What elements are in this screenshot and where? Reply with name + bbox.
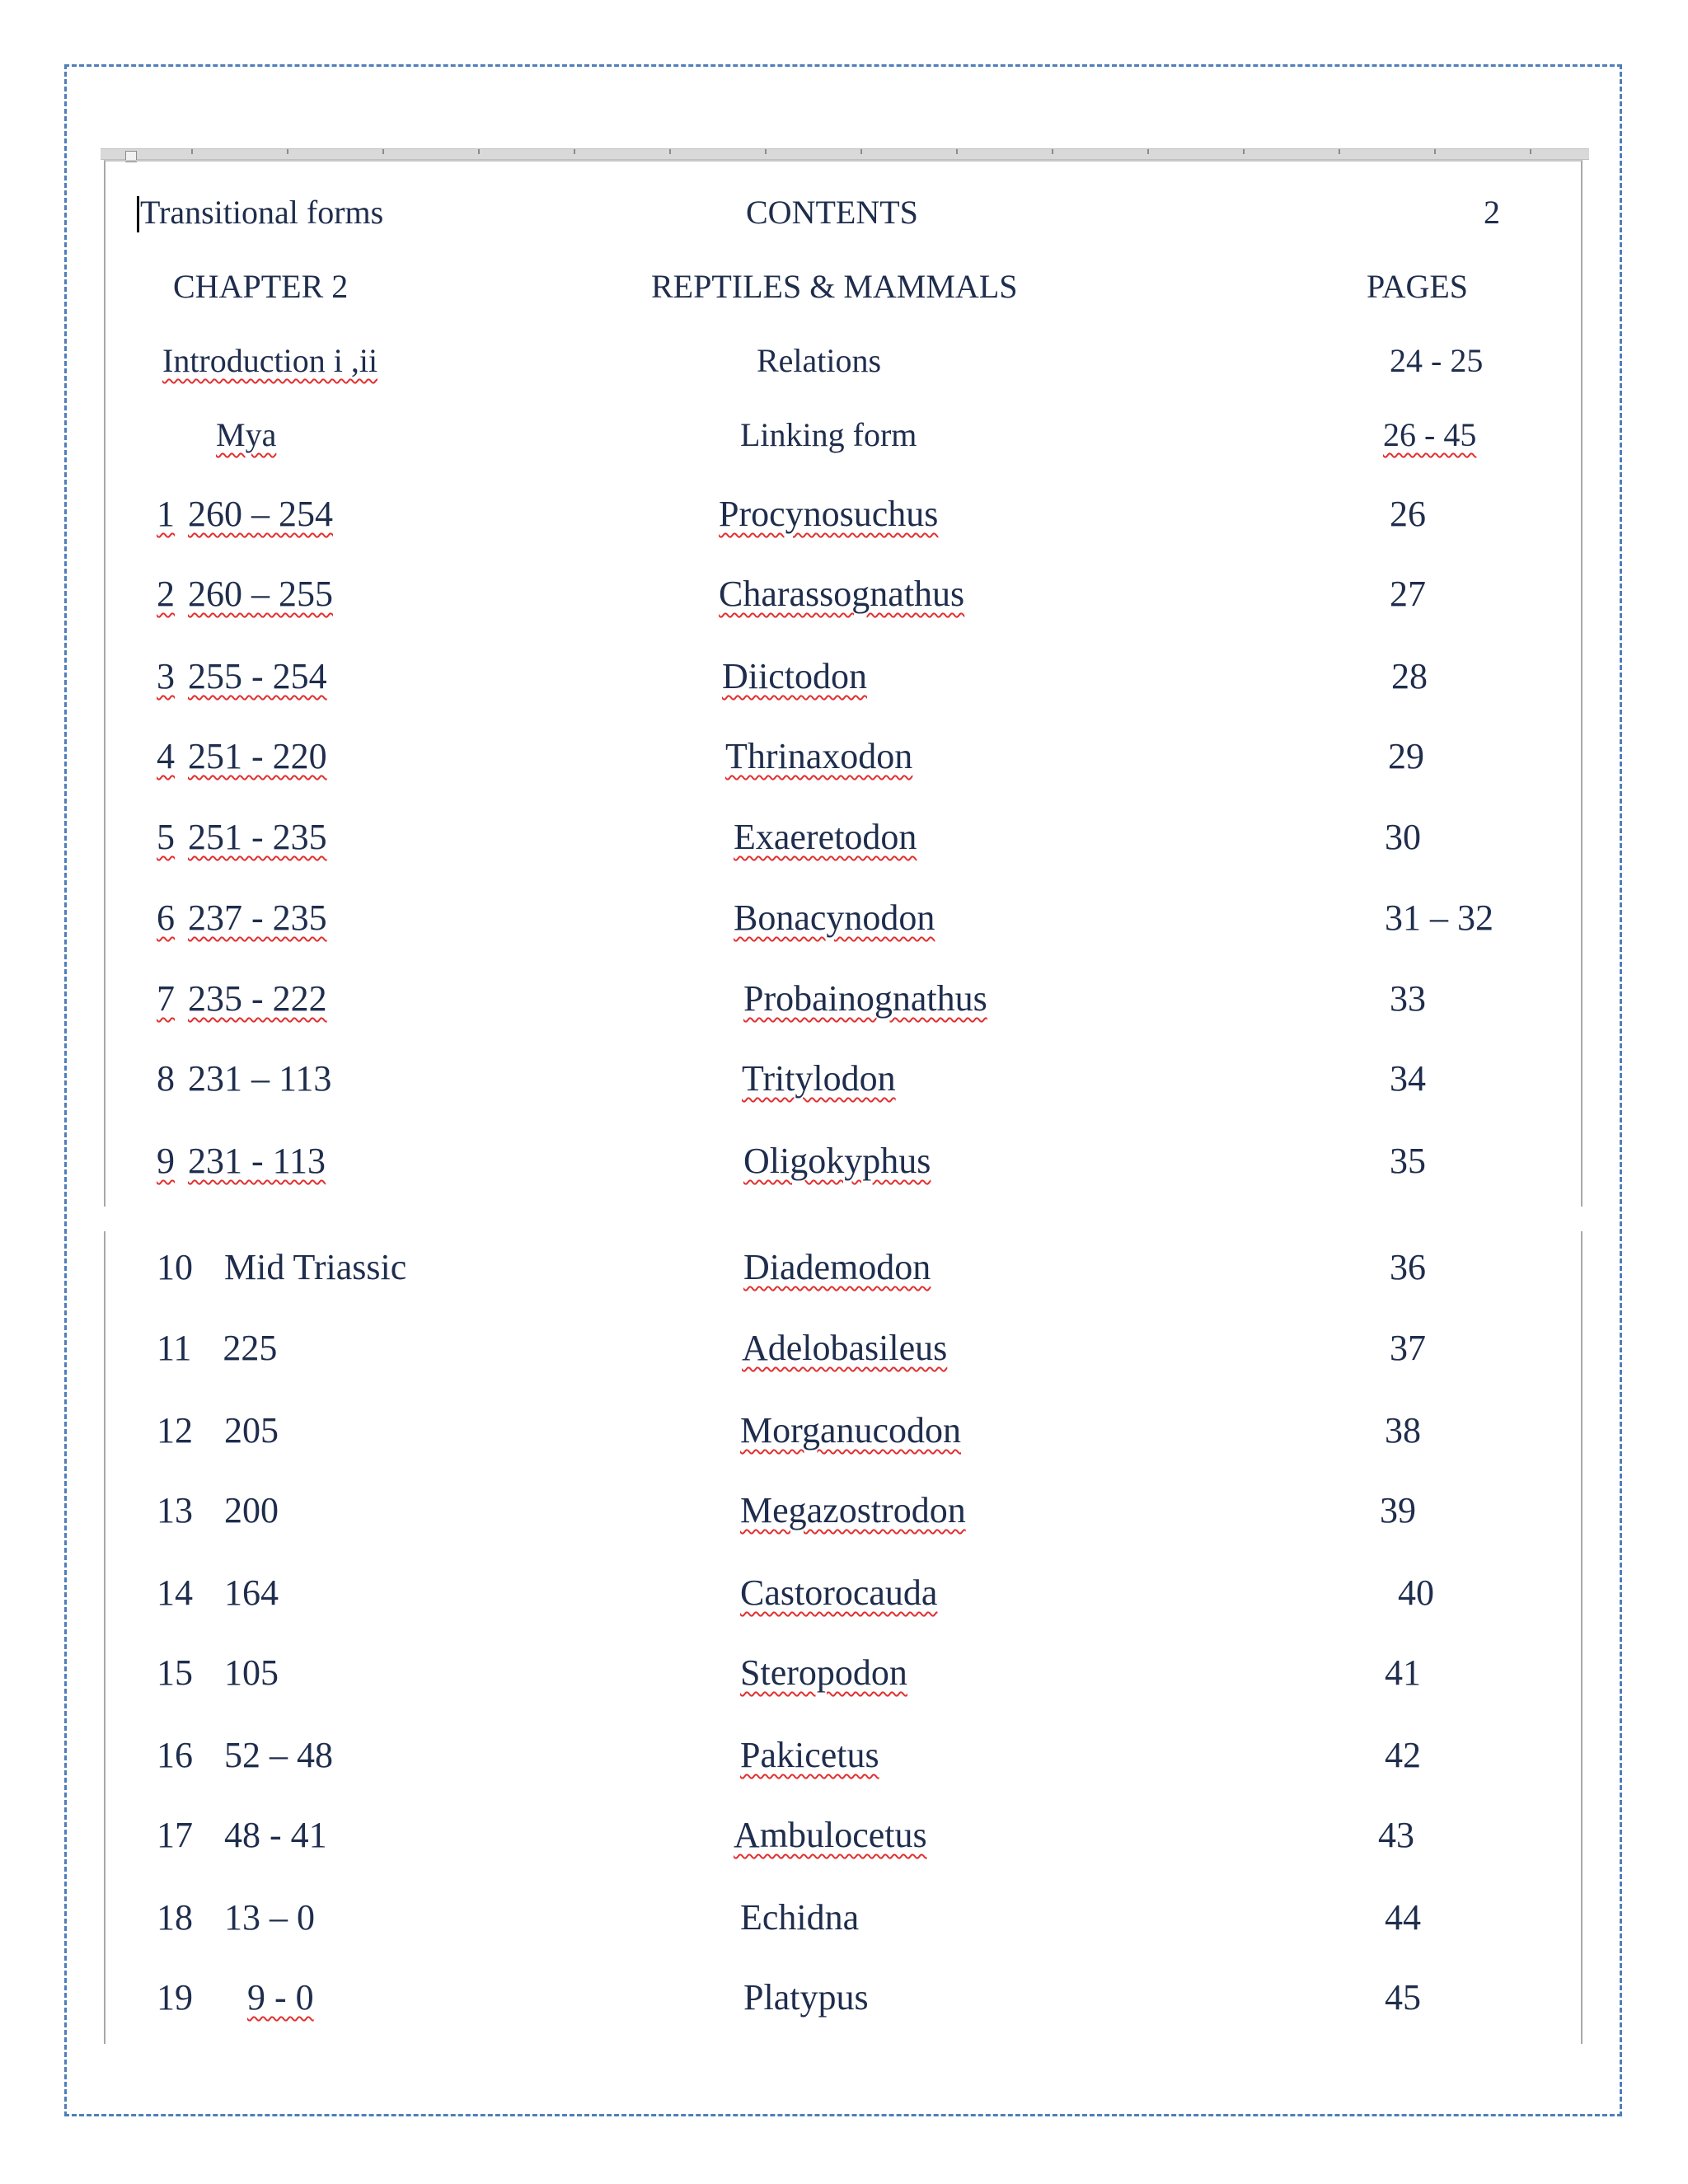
entry-number: 16 <box>157 1735 193 1775</box>
entry-linking-form <box>719 493 938 535</box>
entry-linking-form-text: Steropodon <box>740 1652 907 1693</box>
entry-range: 251 - 235 <box>188 817 327 857</box>
entry-linking-form <box>742 1057 896 1099</box>
entry-range: 13 – 0 <box>224 1897 315 1938</box>
entry-range: 9 - 0 <box>247 1977 314 2018</box>
ruler-tick <box>1530 149 1531 154</box>
entry-number: 19 <box>157 1977 193 2018</box>
entry-linking-form <box>734 1814 927 1856</box>
entry-linking-form-text: Tritylodon <box>742 1058 896 1099</box>
intro-label <box>162 341 377 380</box>
ruler-tick <box>765 149 767 154</box>
entry-mya <box>157 1572 279 1614</box>
entry-linking-form-text: Diictodon <box>722 656 867 696</box>
entry-range: 251 - 220 <box>188 736 327 776</box>
entry-linking-form <box>740 1896 859 1938</box>
entry-linking-form-text: Thrinaxodon <box>725 736 913 776</box>
entry-number: 8 <box>157 1058 175 1099</box>
entry-range: 231 – 113 <box>188 1058 332 1099</box>
entry-page: 40 <box>1398 1572 1434 1613</box>
ruler-tick <box>956 149 958 154</box>
mya-heading <box>216 415 276 454</box>
entry-page: 30 <box>1385 817 1421 857</box>
ruler-tick <box>191 149 193 154</box>
entry-range: 48 - 41 <box>224 1815 327 1855</box>
entry-mya <box>157 1246 406 1288</box>
entry-range: 260 – 255 <box>188 574 333 614</box>
entry-mya <box>157 655 327 697</box>
ruler-tick <box>287 149 288 154</box>
entry-number: 13 <box>157 1490 193 1530</box>
entry-linking-form-text: Probainognathus <box>743 978 987 1019</box>
text-cursor <box>137 196 139 232</box>
entry-linking-form-text: Charassognathus <box>719 574 965 614</box>
entry-number: 17 <box>157 1815 193 1855</box>
entry-number: 7 <box>157 978 175 1019</box>
entry-number: 18 <box>157 1897 193 1938</box>
entry-mya <box>157 1489 279 1531</box>
entry-mya <box>157 816 327 858</box>
entry-page: 36 <box>1390 1247 1426 1287</box>
entry-number: 6 <box>157 898 175 938</box>
entry-number: 12 <box>157 1410 193 1451</box>
contents-heading: CONTENTS <box>746 194 918 231</box>
ruler-tick <box>478 149 480 154</box>
entry-mya <box>157 897 327 939</box>
entry-range: 200 <box>224 1490 279 1530</box>
ruler-tick <box>1434 149 1436 154</box>
entry-linking-form-text: Castorocauda <box>740 1572 938 1613</box>
entry-range: 205 <box>224 1410 279 1451</box>
entry-linking-form-text: Exaeretodon <box>734 817 917 857</box>
entry-number: 5 <box>157 817 175 857</box>
entry-linking-form <box>722 655 867 697</box>
entry-linking-form-text: Ambulocetus <box>734 1815 927 1855</box>
linking-form-heading: Linking form <box>740 416 917 453</box>
ruler-tick <box>1339 149 1340 154</box>
entry-range: 260 – 254 <box>188 494 333 534</box>
entry-linking-form-text: Morganucodon <box>740 1410 962 1451</box>
entry-range: 237 - 235 <box>188 898 327 938</box>
entry-linking-form <box>743 1976 869 2018</box>
entry-page: 35 <box>1390 1141 1426 1181</box>
page-number: 2 <box>1484 194 1500 231</box>
intro-label-text: Introduction i ,ii <box>162 342 378 379</box>
entry-range: 235 - 222 <box>188 978 327 1019</box>
ruler-tick <box>1147 149 1149 154</box>
entry-page: 27 <box>1390 574 1426 614</box>
entry-page: 34 <box>1390 1058 1426 1099</box>
entry-mya <box>157 493 333 535</box>
entry-linking-form <box>719 573 964 615</box>
entry-range: 164 <box>224 1572 279 1613</box>
horizontal-ruler[interactable] <box>101 148 1589 160</box>
ruler-tick <box>382 149 384 154</box>
entry-number: 9 <box>157 1141 175 1181</box>
entry-mya <box>157 1652 279 1694</box>
entry-linking-form <box>734 816 917 858</box>
entry-page: 38 <box>1385 1410 1421 1451</box>
entry-page: 33 <box>1390 978 1426 1019</box>
entry-number: 2 <box>157 574 175 614</box>
entry-linking-form <box>742 1327 947 1369</box>
entry-linking-form <box>740 1489 966 1531</box>
entry-page: 29 <box>1388 736 1424 776</box>
entry-linking-form-text: Procynosuchus <box>719 494 939 534</box>
entry-page: 39 <box>1380 1490 1416 1530</box>
entry-linking-form-text: Megazostrodon <box>740 1490 966 1530</box>
entry-number: 10 <box>157 1247 193 1287</box>
entry-linking-form <box>740 1409 961 1451</box>
entry-linking-form-text: Oligokyphus <box>743 1141 931 1181</box>
entry-linking-form-text: Adelobasileus <box>742 1328 948 1368</box>
doc-title: Transitional forms <box>140 194 384 231</box>
intro-topic: Relations <box>757 342 882 379</box>
mya-heading-text: Mya <box>216 416 277 453</box>
entry-mya <box>157 735 327 777</box>
entry-mya <box>157 573 333 615</box>
entry-linking-form <box>740 1572 937 1614</box>
entry-linking-form-text: Diademodon <box>743 1247 931 1287</box>
entry-range: 105 <box>224 1652 279 1693</box>
entry-page: 26 <box>1390 494 1426 534</box>
entry-number: 15 <box>157 1652 193 1693</box>
ruler-tick <box>574 149 575 154</box>
entry-page: 44 <box>1385 1897 1421 1938</box>
entry-mya <box>157 1734 333 1776</box>
entry-linking-form-text: Pakicetus <box>740 1735 879 1775</box>
entry-range: 52 – 48 <box>224 1735 333 1775</box>
entry-mya <box>157 1814 327 1856</box>
entry-page: 28 <box>1391 656 1428 696</box>
entry-page: 42 <box>1385 1735 1421 1775</box>
entry-linking-form <box>740 1734 879 1776</box>
entry-mya <box>157 1057 331 1099</box>
entry-linking-form-text: Echidna <box>740 1897 860 1938</box>
entry-page: 45 <box>1385 1977 1421 2018</box>
entry-page: 31 – 32 <box>1385 898 1493 938</box>
chapter-title: REPTILES & MAMMALS <box>651 268 1018 305</box>
pages-heading: PAGES <box>1367 268 1469 305</box>
ruler-tick <box>1243 149 1245 154</box>
entry-page: 41 <box>1385 1652 1421 1693</box>
intro-pages: 24 - 25 <box>1390 342 1484 379</box>
entry-linking-form <box>734 897 935 939</box>
pages-range-text: 26 - 45 <box>1383 416 1477 453</box>
entry-linking-form <box>740 1652 907 1694</box>
entry-mya <box>157 1896 315 1938</box>
entry-linking-form <box>743 1140 931 1182</box>
entry-number: 14 <box>157 1572 193 1613</box>
entry-page: 37 <box>1390 1328 1426 1368</box>
entry-linking-form-text: Bonacynodon <box>734 898 935 938</box>
entry-number: 1 <box>157 494 175 534</box>
entry-range: Mid Triassic <box>224 1247 407 1287</box>
ruler-tick <box>1052 149 1053 154</box>
entry-number: 3 <box>157 656 175 696</box>
entry-mya <box>157 1976 314 2018</box>
ruler-tick <box>669 149 671 154</box>
entry-page: 43 <box>1378 1815 1414 1855</box>
entry-mya <box>157 977 327 1019</box>
entry-linking-form <box>743 1246 931 1288</box>
pages-range <box>1383 415 1476 454</box>
entry-linking-form <box>743 977 987 1019</box>
entry-mya <box>157 1140 326 1182</box>
entry-range: 255 - 254 <box>188 656 327 696</box>
entry-linking-form-text: Platypus <box>743 1977 869 2018</box>
entry-number: 11 <box>157 1328 192 1368</box>
entry-range: 231 - 113 <box>188 1141 326 1181</box>
ruler-tick <box>860 149 862 154</box>
entry-mya <box>157 1409 279 1451</box>
entry-mya <box>157 1327 277 1369</box>
chapter-label: CHAPTER 2 <box>173 268 349 305</box>
entry-number: 4 <box>157 736 175 776</box>
entry-linking-form <box>725 735 912 777</box>
entry-range: 225 <box>223 1328 278 1368</box>
